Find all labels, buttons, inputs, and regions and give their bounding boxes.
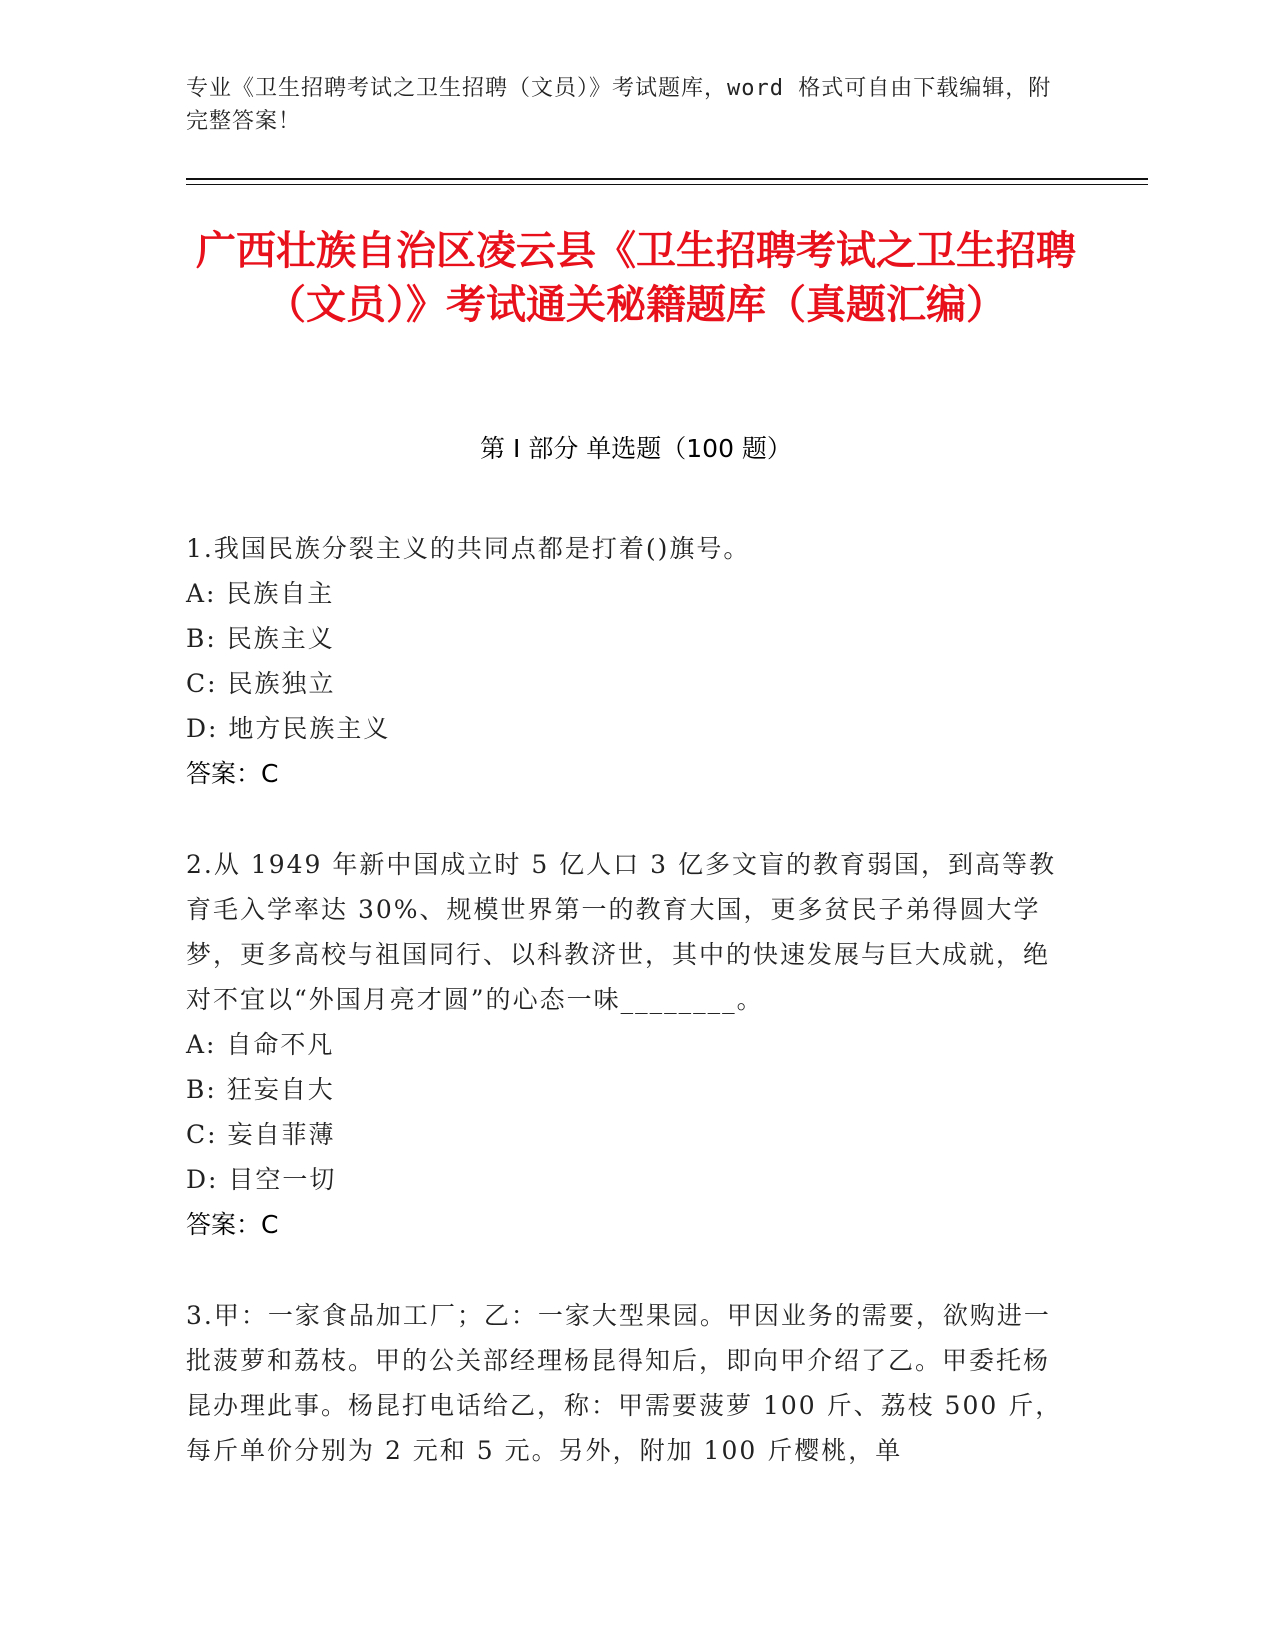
option-a: A: 民族自主 bbox=[186, 579, 335, 608]
question-stem: 2.从 1949 年新中国成立时 5 亿人口 3 亿多文盲的教育弱国，到高等教育毛入学率达 30%、规模世界第一的教育大国，更多贫民子弟得圆大学梦，更多高校与祖国同行、以科教济世，其中的快速发展与巨大成就，绝对不宜以“外国月亮才圆”的心态一味________。 bbox=[186, 850, 1056, 1014]
option-c: C: 民族独立 bbox=[186, 669, 336, 698]
question-stem: 3.甲：一家食品加工厂；乙：一家大型果园。甲因业务的需要，欲购进一批菠萝和荔枝。甲的公关部经理杨昆得知后，即向甲介绍了乙。甲委托杨昆办理此事。杨昆打电话给乙，称：甲需要菠萝 100 斤、荔枝 500 斤，每斤单价分别为 2 元和 5 元。另外，附加 100 斤樱桃，单 bbox=[186, 1301, 1063, 1465]
question-2 bbox=[186, 842, 1072, 1247]
question-stem: 1.我国民族分裂主义的共同点都是打着()旗号。 bbox=[186, 534, 751, 563]
option-a: A: 自命不凡 bbox=[186, 1030, 335, 1059]
answer-line: 答案：C bbox=[186, 759, 279, 788]
section-heading: 第 I 部分 单选题（100 题） bbox=[480, 434, 792, 463]
option-b: B: 狂妄自大 bbox=[186, 1075, 335, 1104]
document-title: 广西壮族自治区凌云县《卫生招聘考试之卫生招聘（文员）》考试通关秘籍题库（真题汇编） bbox=[196, 228, 1076, 328]
answer-line: 答案：C bbox=[186, 1210, 279, 1239]
question-list bbox=[186, 526, 1072, 1519]
option-b: B: 民族主义 bbox=[186, 624, 335, 653]
option-d: D: 地方民族主义 bbox=[186, 714, 391, 743]
header-divider-thin bbox=[186, 184, 1148, 185]
header-note: 专业《卫生招聘考试之卫生招聘（文员）》考试题库，word 格式可自由下载编辑，附完整答案！ bbox=[186, 76, 1052, 134]
option-d: D: 目空一切 bbox=[186, 1165, 337, 1194]
option-c: C: 妄自菲薄 bbox=[186, 1120, 336, 1149]
question-1 bbox=[186, 526, 1072, 796]
header-divider-thick bbox=[186, 178, 1148, 180]
question-3 bbox=[186, 1293, 1072, 1473]
